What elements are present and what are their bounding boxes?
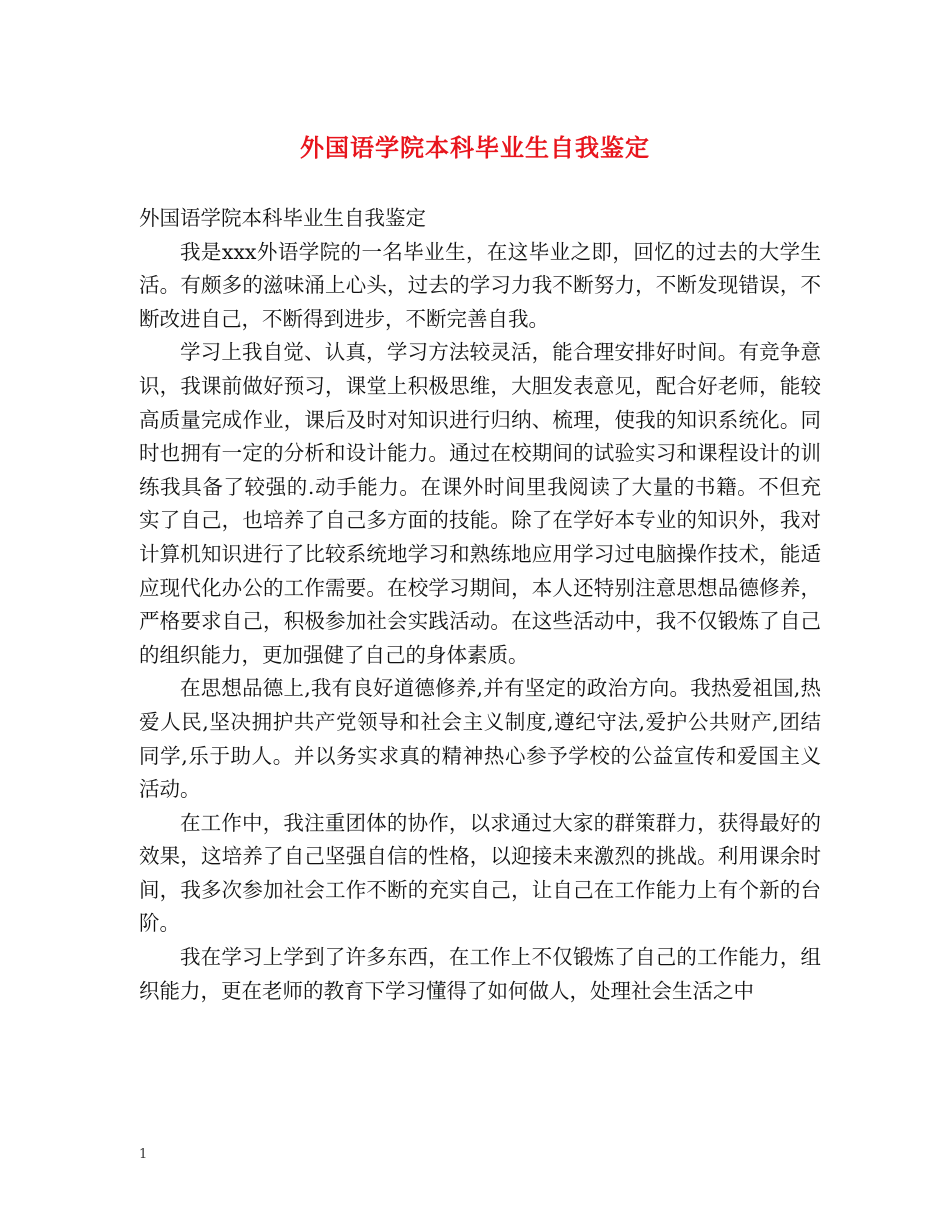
document-body xyxy=(139,202,821,1008)
paragraph-intro: 我是xxx外语学院的一名毕业生，在这毕业之即，回忆的过去的大学生活。有颇多的滋味涌上心头，过去的学习力我不断努力，不断发现错误，不断改进自己，不断得到进步，不断完善自我。 xyxy=(139,239,821,331)
paragraph-learning: 我在学习上学到了许多东西，在工作上不仅锻炼了自己的工作能力，组织能力，更在老师的教育下学习懂得了如何做人，处理社会生活之中 xyxy=(139,945,821,1003)
paragraph-study: 学习上我自觉、认真，学习方法较灵活，能合理安排好时间。有竞争意识，我课前做好预习，课堂上积极思维，大胆发表意见，配合好老师，能较高质量完成作业，课后及时对知识进行归纳、梳理，使我的知识系统化。同时也拥有一定的分析和设计能力。通过在校期间的试验实习和课程设计的训练我具备了较强的.动手能力。在课外时间里我阅读了大量的书籍。不但充实了自己，也培养了自己多方面的技能。除了在学好本专业的知识外，我对计算机知识进行了比较系统地学习和熟练地应用学习过电脑操作技术，能适应现代化办公的工作需要。在校学习期间，本人还特别注意思想品德修养，严格要求自己，积极参加社会实践活动。在这些活动中，我不仅锻炼了自己的组织能力，更加强健了自己的身体素质。 xyxy=(139,340,821,667)
page-number: 1 xyxy=(139,1147,148,1162)
document-subtitle: 外国语学院本科毕业生自我鉴定 xyxy=(139,206,426,230)
paragraph-work: 在工作中，我注重团体的协作，以求通过大家的群策群力，获得最好的效果，这培养了自己坚强自信的性格，以迎接未来激烈的挑战。利用课余时间，我多次参加社会工作不断的充实自己，让自己在工作能力上有个新的台阶。 xyxy=(139,810,821,936)
paragraph-morality: 在思想品德上,我有良好道德修养,并有坚定的政治方向。我热爱祖国,热爱人民,坚决拥护共产党领导和社会主义制度,遵纪守法,爱护公共财产,团结同学,乐于助人。并以务实求真的精神热心参予学校的公益宣传和爱国主义活动。 xyxy=(139,676,821,802)
document-title: 外国语学院本科毕业生自我鉴定 xyxy=(300,133,650,162)
